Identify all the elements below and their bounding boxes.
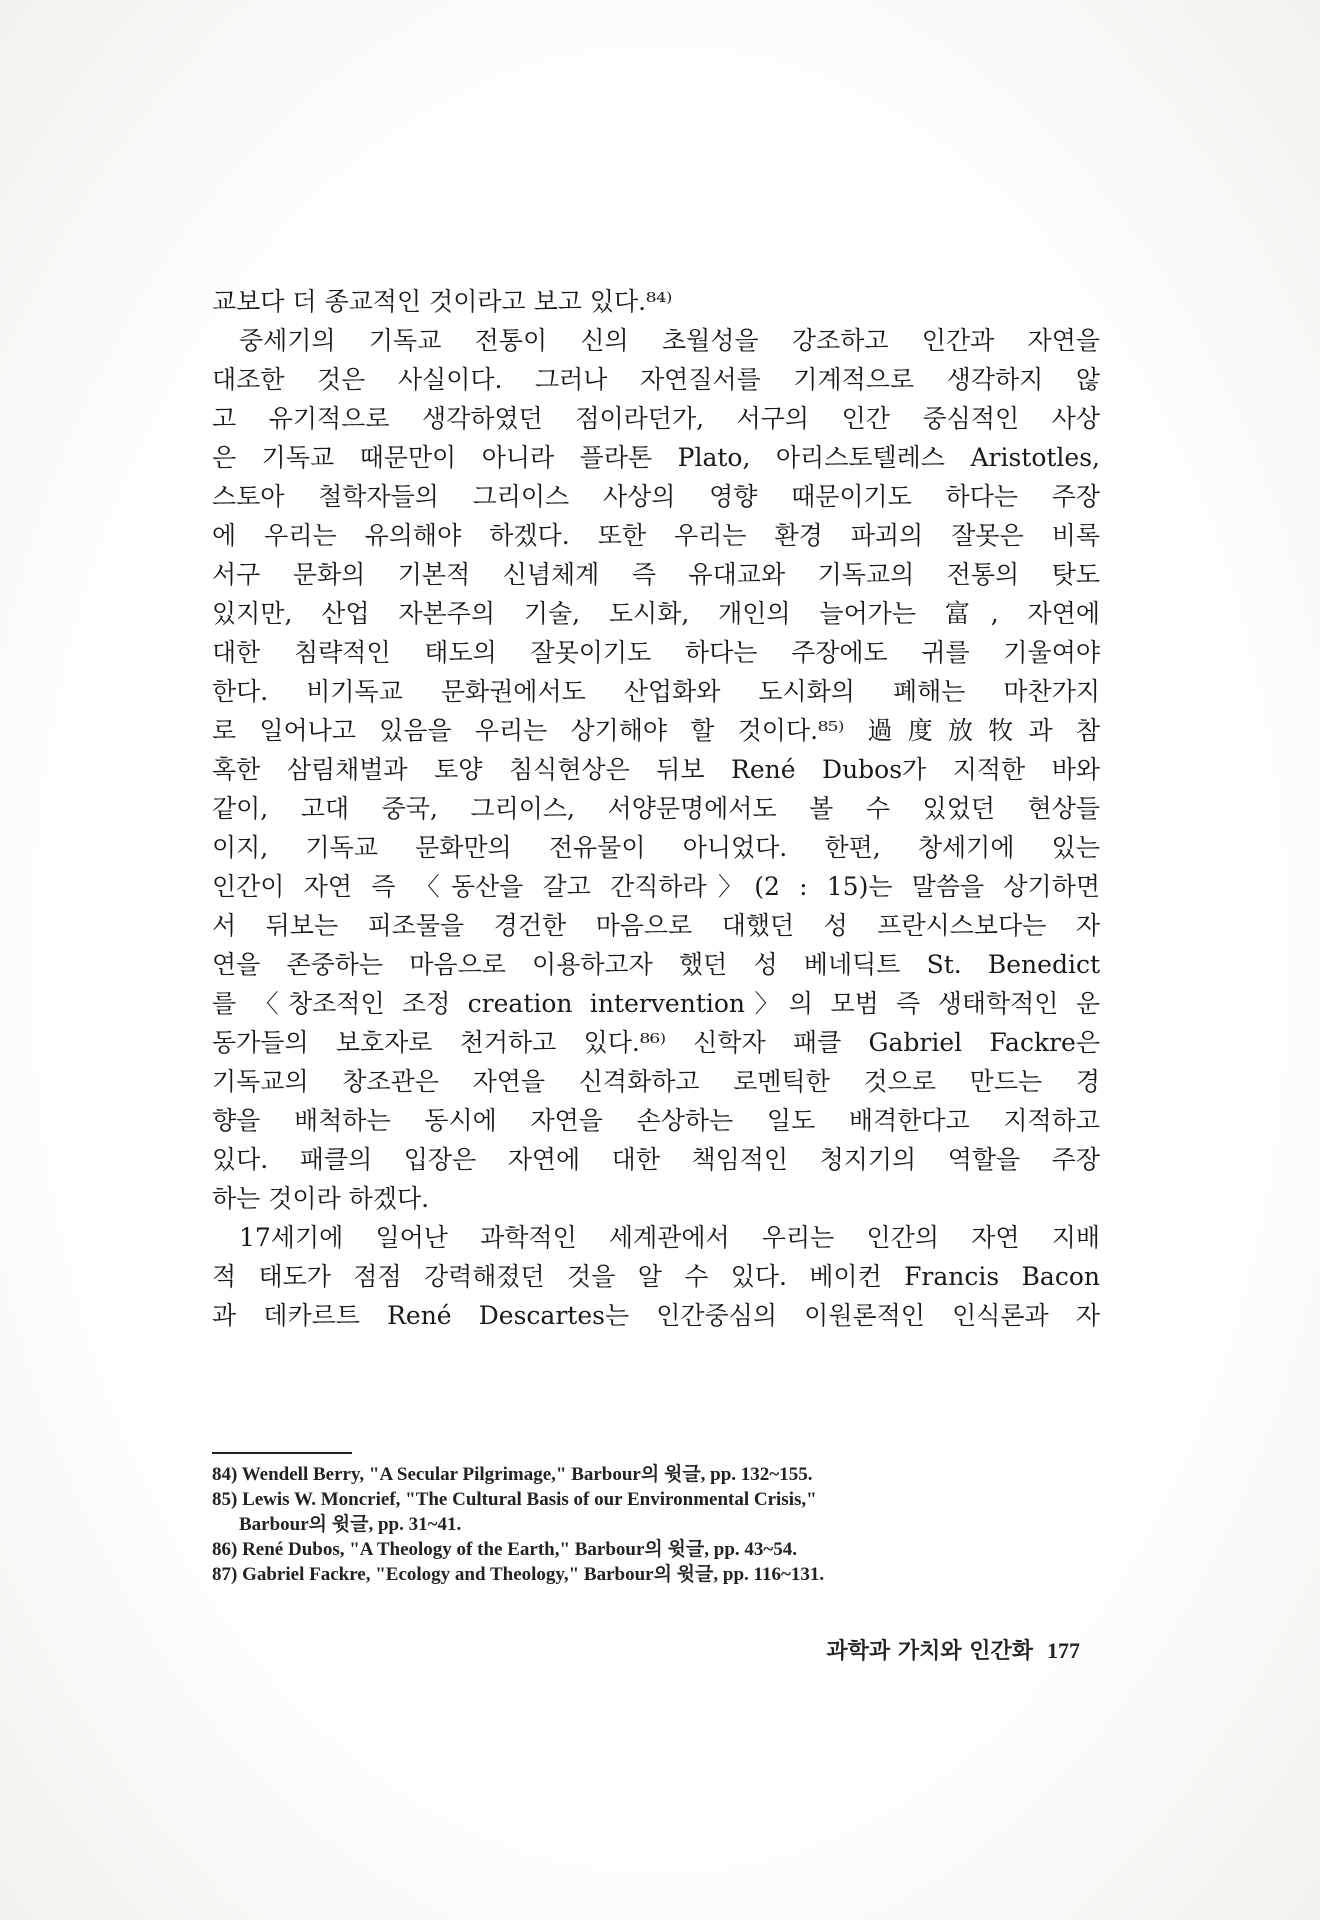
body-line: 17세기에 일어난 과학적인 세계관에서 우리는 인간의 자연 지배 (239, 1223, 1100, 1252)
footnote-87: 87) Gabriel Fackre, "Ecology and Theology," Barbour의 윗글, pp. 116~131. (212, 1564, 825, 1585)
body-line: 있다. 패클의 입장은 자연에 대한 책임적인 청지기의 역할을 주장 (212, 1145, 1100, 1174)
body-line: 하는 것이라 하겠다. (212, 1184, 430, 1213)
body-line: 서 뒤보는 피조물을 경건한 마음으로 대했던 성 프란시스보다는 자 (212, 911, 1100, 940)
body-line: 스토아 철학자들의 그리이스 사상의 영향 때문이기도 하다는 주장 (212, 482, 1100, 511)
body-line: 를 〈창조적인 조정 creation intervention〉의 모범 즉 생태학적인 운 (212, 989, 1100, 1018)
running-title: 과학과 가치와 인간화 (826, 1638, 1033, 1664)
body-line: 교보다 더 종교적인 것이라고 보고 있다.⁸⁴⁾ (212, 287, 673, 316)
running-footer (740, 1634, 1080, 1665)
body-line: 서구 문화의 기본적 신념체계 즉 유대교와 기독교의 전통의 탓도 (212, 560, 1100, 589)
body-line: 같이, 고대 중국, 그리이스, 서양문명에서도 볼 수 있었던 현상들 (212, 794, 1100, 823)
footnotes (212, 1462, 1092, 1587)
footnote-85-continued: Barbour의 윗글, pp. 31~41. (239, 1514, 462, 1535)
body-line: 한다. 비기독교 문화권에서도 산업화와 도시화의 폐해는 마찬가지 (212, 677, 1100, 706)
body-line: 향을 배척하는 동시에 자연을 손상하는 일도 배격한다고 지적하고 (212, 1106, 1100, 1135)
page-number: 177 (1047, 1638, 1080, 1663)
body-line: 과 데카르트 René Descartes는 인간중심의 이원론적인 인식론과 자 (212, 1301, 1100, 1330)
footnote-85: 85) Lewis W. Moncrief, "The Cultural Basis of our Environmental Crisis," (212, 1489, 817, 1510)
body-line: 대한 침략적인 태도의 잘못이기도 하다는 주장에도 귀를 기울여야 (212, 638, 1100, 667)
body-line: 이지, 기독교 문화만의 전유물이 아니었다. 한편, 창세기에 있는 (212, 833, 1100, 862)
body-line: 혹한 삼림채벌과 토양 침식현상은 뒤보 René Dubos가 지적한 바와 (212, 755, 1100, 784)
body-line: 대조한 것은 사실이다. 그러나 자연질서를 기계적으로 생각하지 않 (212, 365, 1100, 394)
body-line: 에 우리는 유의해야 하겠다. 또한 우리는 환경 파괴의 잘못은 비록 (212, 521, 1100, 550)
footnote-84: 84) Wendell Berry, "A Secular Pilgrimage," Barbour의 윗글, pp. 132~155. (212, 1464, 813, 1485)
body-line: 은 기독교 때문만이 아니라 플라톤 Plato, 아리스토텔레스 Aristotles, (212, 443, 1100, 472)
body-line: 고 유기적으로 생각하였던 점이라던가, 서구의 인간 중심적인 사상 (212, 404, 1100, 433)
body-line: 기독교의 창조관은 자연을 신격화하고 로멘틱한 것으로 만드는 경 (212, 1067, 1100, 1096)
body-line: 인간이 자연 즉 〈동산을 갈고 간직하라〉(2 : 15)는 말씀을 상기하면 (212, 872, 1100, 901)
body-line: 있지만, 산업 자본주의 기술, 도시화, 개인의 늘어가는 富, 자연에 (212, 599, 1100, 628)
body-text (212, 282, 1100, 1335)
body-line: 연을 존중하는 마음으로 이용하고자 했던 성 베네딕트 St. Benedict (212, 950, 1100, 979)
body-line: 로 일어나고 있음을 우리는 상기해야 할 것이다.⁸⁵⁾ 過度放牧과 참 (212, 716, 1100, 745)
body-line: 중세기의 기독교 전통이 신의 초월성을 강조하고 인간과 자연을 (239, 326, 1100, 355)
body-line: 적 태도가 점점 강력해졌던 것을 알 수 있다. 베이컨 Francis Bacon (212, 1262, 1100, 1291)
footnote-86: 86) René Dubos, "A Theology of the Earth," Barbour의 윗글, pp. 43~54. (212, 1539, 798, 1560)
body-line: 동가들의 보호자로 천거하고 있다.⁸⁶⁾ 신학자 패클 Gabriel Fackre은 (212, 1028, 1100, 1057)
footnote-divider (212, 1452, 352, 1454)
